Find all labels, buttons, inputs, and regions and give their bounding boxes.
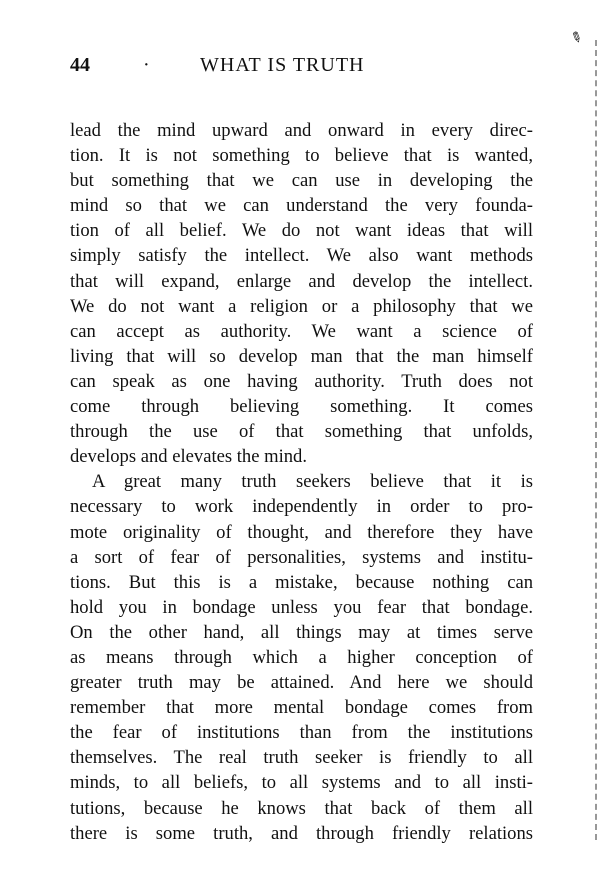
running-header (70, 54, 533, 82)
scan-mark-icon: ✎ (567, 29, 585, 48)
text-line: A great many truth seekers believe that it is (92, 471, 533, 493)
page-edge (591, 40, 597, 840)
text-line: tion. It is not something to believe that is wanted, (70, 145, 533, 167)
text-line: come through believing something. It comes (70, 396, 533, 418)
text-line: themselves. The real truth seeker is friendly to all (70, 747, 533, 769)
text-line: minds, to all beliefs, to all systems and to all insti- (70, 772, 533, 794)
text-line: mote originality of thought, and therefore they have (70, 521, 533, 543)
text-line: tions. But this is a mistake, because nothing can (70, 571, 533, 593)
text-line: greater truth may be attained. And here we should (70, 672, 533, 694)
text-line: living that will so develop man that the man himself (70, 345, 533, 367)
text-line: as means through which a higher conception of (70, 646, 533, 668)
text-line: can speak as one having authority. Truth does not (70, 370, 533, 392)
text-line: develops and elevates the mind. (70, 446, 307, 468)
text-line: but something that we can use in developing the (70, 170, 533, 192)
text-line: through the use of that something that unfolds, (70, 421, 533, 443)
text-line: a sort of fear of personalities, systems and institu- (70, 546, 533, 568)
text-line: mind so that we can understand the very founda- (70, 195, 533, 217)
text-line: there is some truth, and through friendly relations (70, 822, 533, 844)
page-number: 44 (70, 54, 90, 76)
text-line: On the other hand, all things may at times serve (70, 621, 533, 643)
text-line: can accept as authority. We want a science of (70, 320, 533, 342)
text-line: simply satisfy the intellect. We also want methods (70, 245, 533, 267)
text-line: lead the mind upward and onward in every direc- (70, 120, 533, 141)
header-separator: · (143, 54, 150, 76)
text-line: hold you in bondage unless you fear that bondage. (70, 596, 533, 618)
text-line: tion of all belief. We do not want ideas that will (70, 220, 533, 242)
text-line: the fear of institutions than from the institutions (70, 722, 533, 744)
page-body (70, 118, 533, 846)
text-line: that will expand, enlarge and develop the intellect. (70, 270, 533, 292)
text-line: tutions, because he knows that back of them all (70, 797, 533, 819)
text-line: We do not want a religion or a philosophy that we (70, 295, 533, 317)
text-line: remember that more mental bondage comes from (70, 697, 533, 719)
text-line: necessary to work independently in order to pro- (70, 496, 533, 518)
running-title: WHAT IS TRUTH (200, 54, 365, 76)
